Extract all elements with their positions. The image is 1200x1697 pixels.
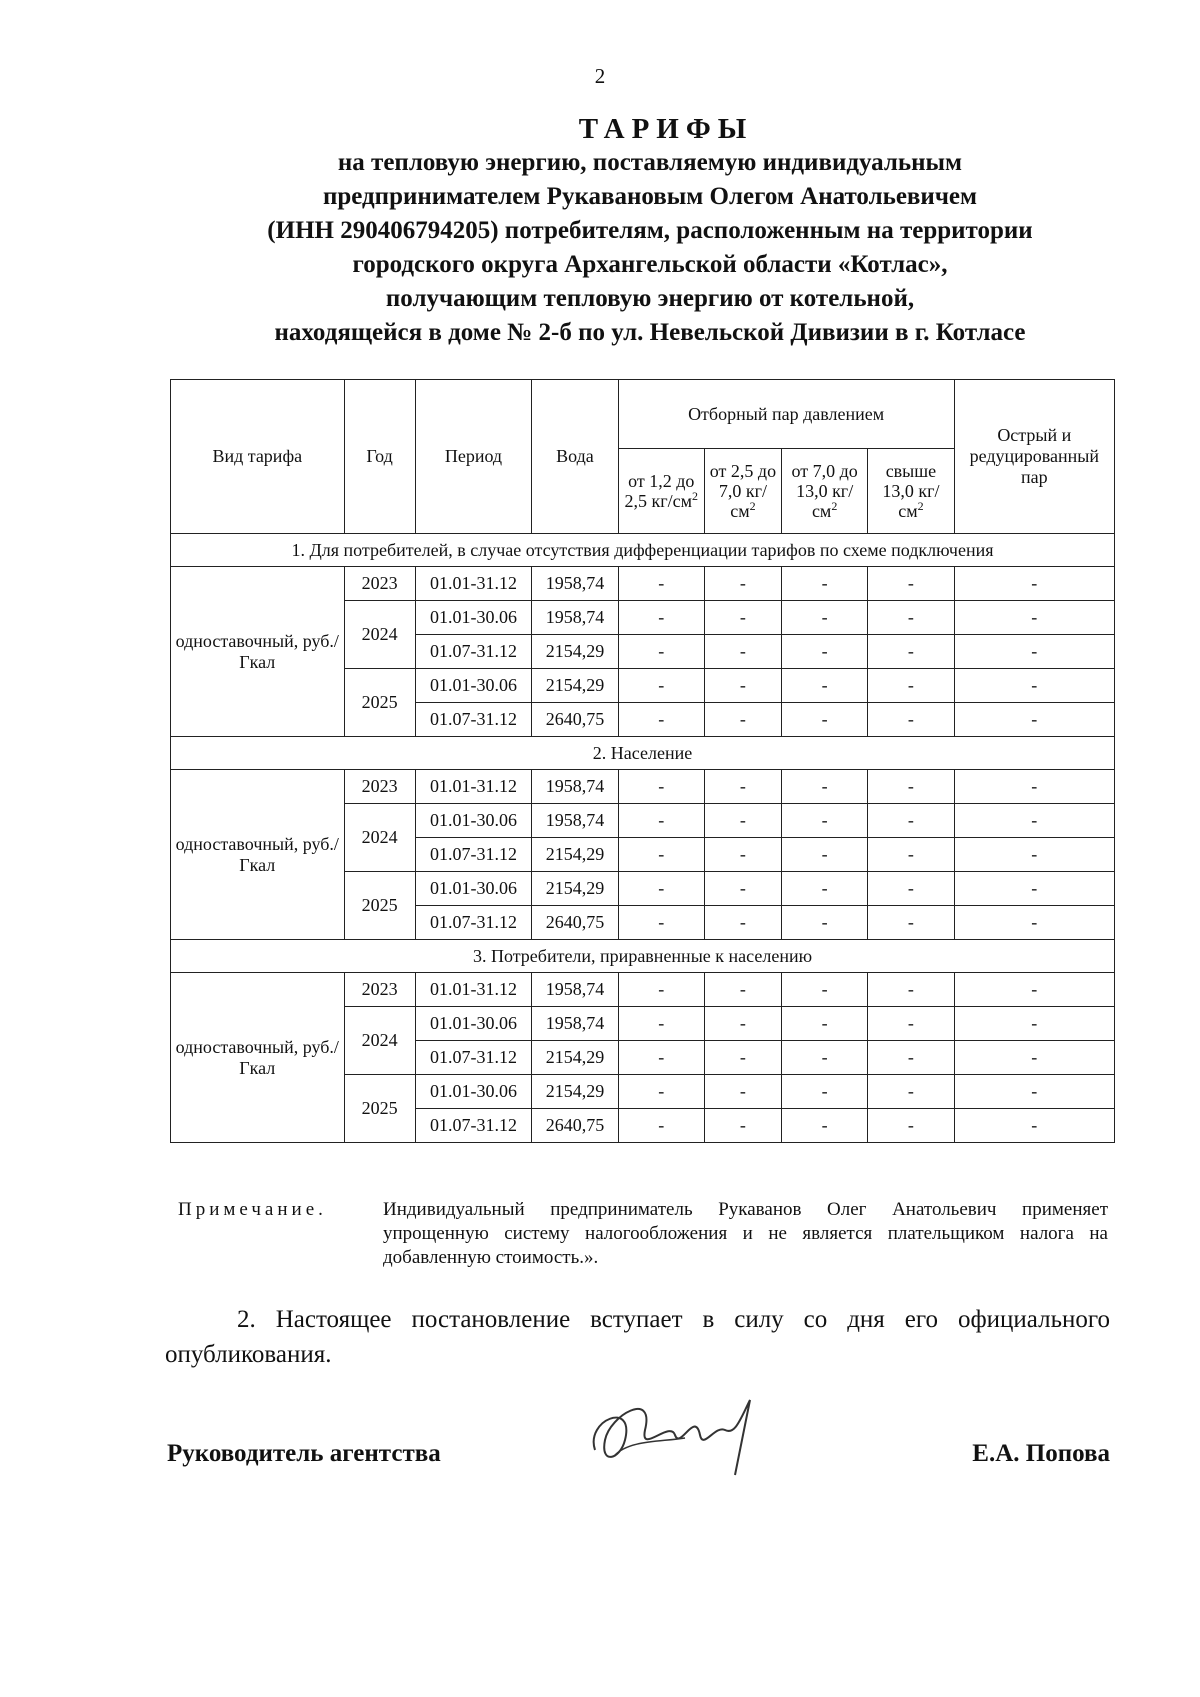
sharp-cell: - [954,1109,1114,1143]
header-steam-4: свыше 13,0 $кг/см^2$ [868,449,954,534]
s1-cell: - [618,770,704,804]
s2-cell: - [704,770,781,804]
water-cell: 2154,29 [532,1041,618,1075]
s4-cell: - [868,1007,954,1041]
water-cell: 2154,29 [532,635,618,669]
year-cell: 2024 [344,1007,415,1075]
s2-cell: - [704,703,781,737]
title-line: предпринимателем Рукавановым Олегом Анатольевичем [322,183,978,210]
s3-cell: - [782,1075,868,1109]
sharp-cell: - [954,1041,1114,1075]
period-cell: 01.07-31.12 [415,906,532,940]
s1-cell: - [618,838,704,872]
water-cell: 1958,74 [532,1007,618,1041]
s4-cell: - [868,1075,954,1109]
s1-cell: - [618,1109,704,1143]
section-row [171,534,1115,567]
s3-cell: - [782,1109,868,1143]
s2-cell: - [704,1041,781,1075]
period-cell: 01.01-31.12 [415,973,532,1007]
s3-cell: - [782,567,868,601]
s3-cell: - [782,1007,868,1041]
s4-cell: - [868,804,954,838]
s4-cell: - [868,635,954,669]
period-cell: 01.01-30.06 [415,601,532,635]
s4-cell: - [868,601,954,635]
period-cell: 01.01-30.06 [415,872,532,906]
clause-effective: 2. Настоящее постановление вступает в силу со дня его официального опубликования. [165,1306,1110,1368]
period-cell: 01.01-30.06 [415,1007,532,1041]
s2-cell: - [704,1075,781,1109]
s2-cell: - [704,669,781,703]
s2-cell: - [704,838,781,872]
s2-cell: - [704,601,781,635]
tariff-type-cell: одноставочный, руб./Гкал [171,567,345,737]
s3-cell: - [782,635,868,669]
sharp-cell: - [954,1007,1114,1041]
title-main: ТАРИФЫ [578,113,754,145]
section-title: 1. Для потребителей, в случае отсутствия дифференциации тарифов по схеме подключения [171,534,1115,567]
water-cell: 2640,75 [532,1109,618,1143]
section-title: 2. Население [171,737,1115,770]
header-sharp-steam: Острый и редуцированный пар [954,380,1114,534]
s1-cell: - [618,1075,704,1109]
s3-cell: - [782,973,868,1007]
water-cell: 1958,74 [532,567,618,601]
note-text: Индивидуальный предприниматель Рукаванов Олег Анатольевич применяет упрощенную систему налогообложения и не является плательщиком налога на добавленную стоимость.». [383,1199,1108,1268]
title-line: получающим тепловую энергию от котельной, [385,285,915,312]
water-cell: 2154,29 [532,1075,618,1109]
s3-cell: - [782,1041,868,1075]
sharp-cell: - [954,770,1114,804]
sharp-cell: - [954,635,1114,669]
water-cell: 1958,74 [532,601,618,635]
s4-cell: - [868,770,954,804]
s4-cell: - [868,567,954,601]
water-cell: 1958,74 [532,770,618,804]
header-steam-2: от 2,5 до 7,0 $кг/см^2$ [704,449,781,534]
year-cell: 2025 [344,669,415,737]
signer-name: Е.А. Попова [972,1440,1110,1467]
water-cell: 2154,29 [532,669,618,703]
year-cell: 2023 [344,567,415,601]
sharp-cell: - [954,838,1114,872]
tariff-type-cell: одноставочный, руб./Гкал [171,973,345,1143]
s1-cell: - [618,703,704,737]
s1-cell: - [618,1041,704,1075]
water-cell: 2640,75 [532,703,618,737]
tariffs-table [170,379,1115,1143]
period-cell: 01.07-31.12 [415,635,532,669]
s2-cell: - [704,973,781,1007]
s2-cell: - [704,804,781,838]
sharp-cell: - [954,567,1114,601]
s2-cell: - [704,906,781,940]
s4-cell: - [868,1109,954,1143]
header-steam-group: Отборный пар давлением [618,380,954,449]
s3-cell: - [782,872,868,906]
year-cell: 2024 [344,601,415,669]
document-title [150,112,1150,350]
year-cell: 2023 [344,770,415,804]
sharp-cell: - [954,703,1114,737]
section-title: 3. Потребители, приравненные к населению [171,940,1115,973]
title-line: (ИНН 290406794205) потребителям, расположенным на территории [267,217,1033,244]
tariff-type-cell: одноставочный, руб./Гкал [171,770,345,940]
s3-cell: - [782,703,868,737]
period-cell: 01.07-31.12 [415,838,532,872]
year-cell: 2025 [344,1075,415,1143]
title-line: городского округа Архангельской области «Котлас», [352,251,948,278]
title-line: находящейся в доме № 2-б по ул. Невельской Дивизии в г. Котласе [274,319,1026,346]
page-number: 2 [594,64,606,88]
section-row [171,737,1115,770]
s4-cell: - [868,906,954,940]
period-cell: 01.01-31.12 [415,567,532,601]
table-body [171,534,1115,1143]
sharp-cell: - [954,872,1114,906]
period-cell: 01.01-30.06 [415,1075,532,1109]
title-line: на тепловую энергию, поставляемую индивидуальным [337,149,963,176]
water-cell: 2154,29 [532,838,618,872]
s4-cell: - [868,838,954,872]
header-year: Год [344,380,415,534]
sharp-cell: - [954,804,1114,838]
period-cell: 01.07-31.12 [415,1041,532,1075]
period-cell: 01.01-31.12 [415,770,532,804]
s4-cell: - [868,669,954,703]
header-steam-1: от 1,2 до 2,5 $кг/см^2$ [618,449,704,534]
s2-cell: - [704,872,781,906]
s1-cell: - [618,567,704,601]
s4-cell: - [868,1041,954,1075]
s1-cell: - [618,601,704,635]
s1-cell: - [618,669,704,703]
sharp-cell: - [954,601,1114,635]
s3-cell: - [782,601,868,635]
period-cell: 01.01-30.06 [415,669,532,703]
s3-cell: - [782,804,868,838]
s2-cell: - [704,567,781,601]
s3-cell: - [782,838,868,872]
signer-position: Руководитель агентства [167,1440,441,1467]
header-steam-3: от 7,0 до 13,0 $кг/см^2$ [782,449,868,534]
sharp-cell: - [954,973,1114,1007]
year-cell: 2024 [344,804,415,872]
s1-cell: - [618,973,704,1007]
section-row [171,940,1115,973]
header-water: Вода [532,380,618,534]
header-tariff-type: Вид тарифа [171,380,345,534]
period-cell: 01.01-30.06 [415,804,532,838]
sharp-cell: - [954,669,1114,703]
period-cell: 01.07-31.12 [415,703,532,737]
water-cell: 2640,75 [532,906,618,940]
s2-cell: - [704,635,781,669]
period-cell: 01.07-31.12 [415,1109,532,1143]
s4-cell: - [868,703,954,737]
signature-image [575,1380,775,1490]
s1-cell: - [618,1007,704,1041]
header-period: Период [415,380,532,534]
s1-cell: - [618,906,704,940]
s3-cell: - [782,669,868,703]
s2-cell: - [704,1007,781,1041]
year-cell: 2025 [344,872,415,940]
water-cell: 2154,29 [532,872,618,906]
sharp-cell: - [954,906,1114,940]
table-row [171,973,1115,1007]
note-label: Примечание. [178,1199,327,1220]
table-row [171,770,1115,804]
sharp-cell: - [954,1075,1114,1109]
s3-cell: - [782,770,868,804]
table-row [171,567,1115,601]
s3-cell: - [782,906,868,940]
water-cell: 1958,74 [532,973,618,1007]
s1-cell: - [618,635,704,669]
s1-cell: - [618,804,704,838]
s4-cell: - [868,973,954,1007]
year-cell: 2023 [344,973,415,1007]
s4-cell: - [868,872,954,906]
water-cell: 1958,74 [532,804,618,838]
s2-cell: - [704,1109,781,1143]
s1-cell: - [618,872,704,906]
